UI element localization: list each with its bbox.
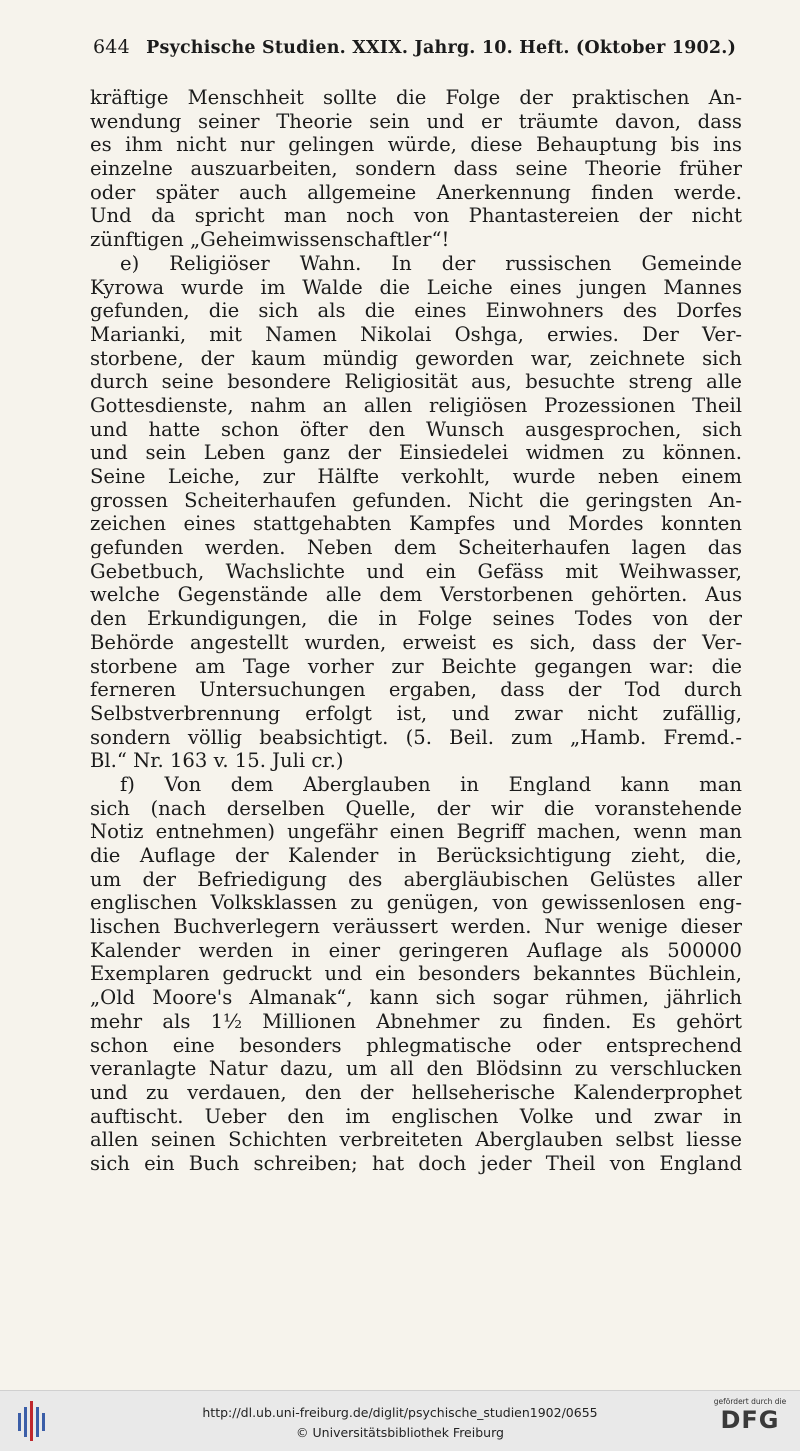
text-line: englischen Volksklassen zu genügen, von gewissenlosen eng- [90,891,742,915]
text-line: auftischt. Ueber den im englischen Volke und zwar in [90,1104,742,1128]
text-line: Bl.“ Nr. 163 v. 15. Juli cr.) [90,749,344,773]
section-heading-line: e) Religiöser Wahn. In der russischen Gemeinde [120,251,742,275]
text-line: schon eine besonders phlegmatische oder entsprechend [90,1033,742,1057]
running-title: Psychische Studien. XXIX. Jahrg. 10. Heft. (Oktober 1902.) [146,38,737,58]
text-line: sondern völlig beabsichtigt. (5. Beil. zum „Hamb. Fremd.- [90,725,742,749]
text-line: allen seinen Schichten verbreiteten Aberglauben selbst liesse [90,1128,742,1152]
text-line: sich (nach derselben Quelle, der wir die voranstehende [90,796,742,820]
dfg-funding-logo [708,1397,792,1445]
text-line: storbene, der kaum mündig geworden war, zeichnete sich [90,346,742,370]
text-line: Gottesdienste, nahm an allen religiösen Prozessionen Theil [90,393,742,417]
text-line: ferneren Untersuchungen ergaben, dass der Tod durch [90,678,742,702]
text-line: Und da spricht man noch von Phantastereien der nicht [90,204,742,228]
text-line: Selbstverbrennung erfolgt ist, und zwar nicht zufällig, [90,701,742,725]
text-line: sich ein Buch schreiben; hat doch jeder Theil von England [90,1151,742,1175]
text-line: Exemplaren gedruckt und ein besonders bekanntes Büchlein, [90,962,742,986]
text-line: um der Befriedigung des abergläubischen Gelüstes aller [90,867,742,891]
text-line: es ihm nicht nur gelingen würde, diese Behauptung bis ins [90,133,742,157]
text-line: „Old Moore's Almanak“, kann sich sogar rühmen, jährlich [90,986,742,1010]
text-line: den Erkundigungen, die in Folge seines Todes von der [90,607,742,631]
text-line: einzelne auszuarbeiten, sondern dass seine Theorie früher [90,157,742,181]
funding-note: gefördert durch die [713,1397,787,1406]
text-line: welche Gegenstände alle dem Verstorbenen gehörten. Aus [90,583,742,607]
section-heading-line: f) Von dem Aberglauben in England kann man [120,772,742,796]
text-line: Gebetbuch, Wachslichte und ein Gefäss mit Weihwasser, [90,559,742,583]
text-line: mehr als 1½ Millionen Abnehmer zu finden. Es gehört [90,1009,742,1033]
text-line: Notiz entnehmen) ungefähr einen Begriff machen, wenn man [90,820,742,844]
text-line: und hatte schon öfter den Wunsch ausgesprochen, sich [90,417,742,441]
text-line: zünftigen „Geheimwissenschaftler“! [90,228,450,252]
text-line: Kyrowa wurde im Walde die Leiche eines jungen Mannes [90,275,742,299]
text-line: veranlagte Natur dazu, um all den Blödsinn zu verschlucken [90,1057,742,1081]
text-line: Marianki, mit Namen Nikolai Oshga, erwies. Der Ver- [90,322,742,346]
text-line: gefunden, die sich als die eines Einwohners des Dorfes [90,299,742,323]
body-text [90,86,742,1176]
text-line: grossen Scheiterhaufen gefunden. Nicht die geringsten An- [90,488,742,512]
text-line: storbene am Tage vorher zur Beichte gegangen war: die [90,654,742,678]
text-line: zeichen eines stattgehabten Kampfes und Mordes konnten [90,512,742,536]
text-line: und zu verdauen, den der hellseherische Kalenderprophet [90,1080,742,1104]
text-line: und sein Leben ganz der Einsiedelei widmen zu können. [90,441,742,465]
text-line: lischen Buchverlegern veräussert werden. Nur wenige dieser [90,915,742,939]
text-line: die Auflage der Kalender in Berücksichtigung zieht, die, [90,844,742,867]
source-url-link[interactable]: http://dl.ub.uni-freiburg.de/diglit/psychische_studien1902/0655 [202,1405,598,1420]
dfg-logo-text: DFG [720,1406,780,1434]
text-line: kräftige Menschheit sollte die Folge der praktischen An- [90,86,742,109]
text-line: Seine Leiche, zur Hälfte verkohlt, wurde neben einem [90,465,742,488]
text-line: Behörde angestellt wurden, erweist es sich, dass der Ver- [90,630,742,654]
copyright-notice: © Universitätsbibliothek Freiburg [296,1425,504,1440]
text-line: wendung seiner Theorie sein und er träumte davon, dass [90,109,742,133]
page-number: 644 [93,36,130,58]
text-line: oder später auch allgemeine Anerkennung finden werde. [90,180,742,204]
text-line: gefunden werden. Neben dem Scheiterhaufen lagen das [90,536,742,560]
running-header [93,36,743,58]
text-line: Kalender werden in einer geringeren Auflage als 500000 [90,938,742,962]
viewer-footer [0,1390,800,1451]
text-line: durch seine besondere Religiosität aus, besuchte streng alle [90,370,742,394]
